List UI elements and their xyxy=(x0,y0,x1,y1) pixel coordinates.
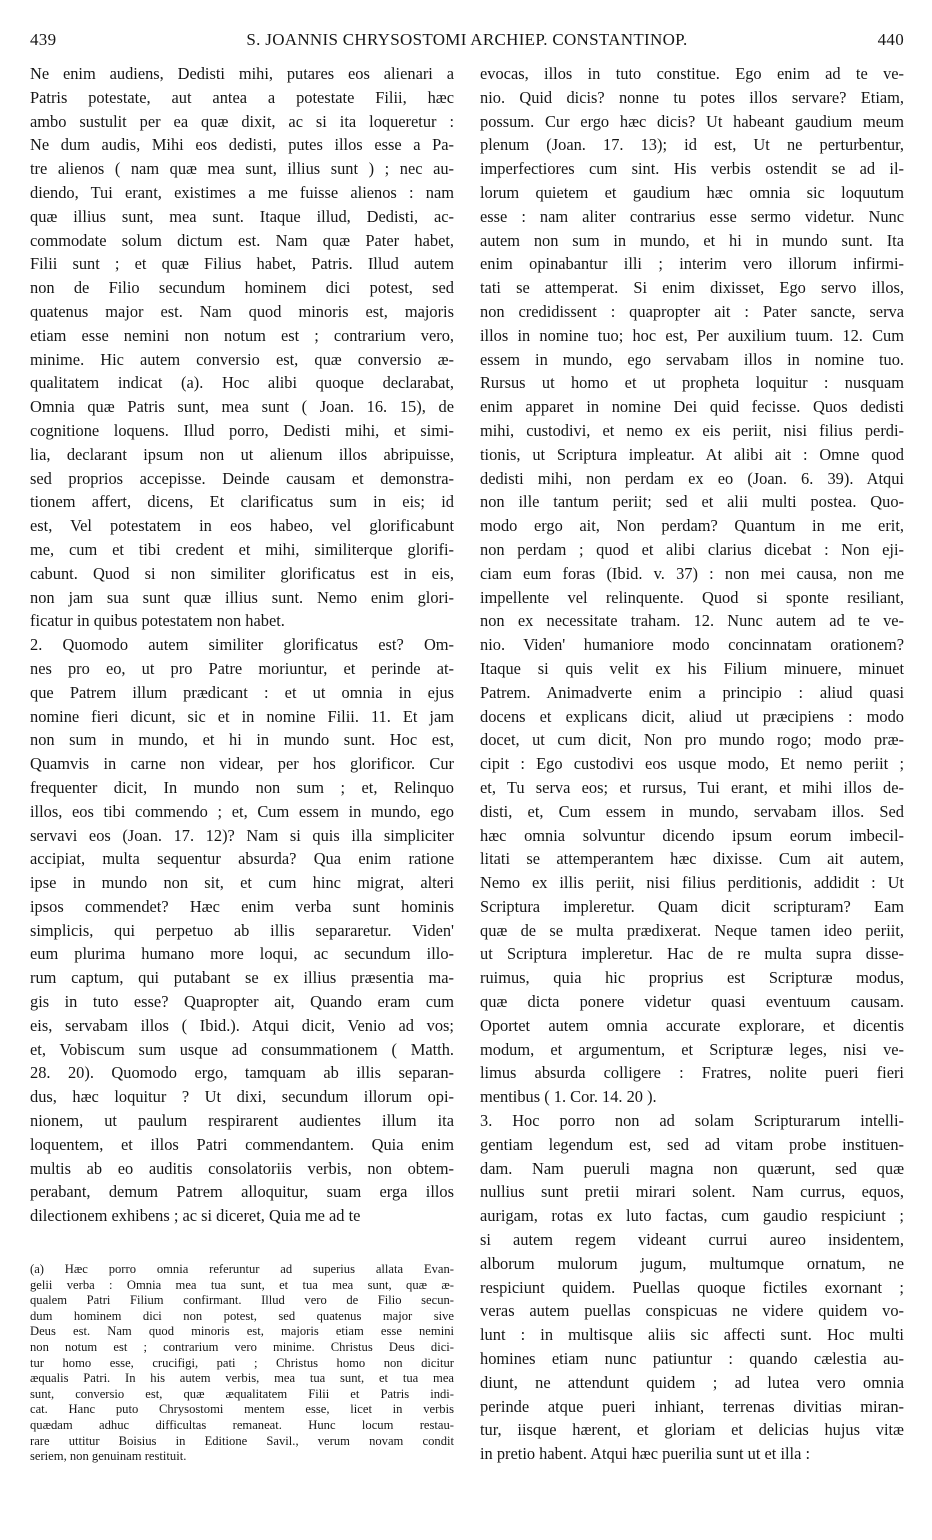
text-line: Filii sunt ; et quæ Filius habet, Patris. Illud autem xyxy=(30,254,454,274)
text-line: Patris potestate, aut antea a potestate Filii, hæc xyxy=(30,87,454,107)
text-line: nomine fieri dicunt, sic et in nomine Filii. 11. Et jam xyxy=(30,706,454,726)
text-line: mentibus ( 1. Cor. 14. 20 ). xyxy=(480,1087,657,1107)
text-line: quædam adhuc difficultas remaneat. Hunc locum restau- xyxy=(30,1417,454,1432)
text-line: enim opinabantur illi ; interim vero illorum infirmi- xyxy=(480,254,904,274)
text-line: tur, iisque hærent, et gloriam et delicias hujus vitæ xyxy=(480,1420,904,1440)
text-line: Scriptura impleretur. Quam dicit scripturam? Eam xyxy=(480,896,904,916)
left-column-text xyxy=(30,62,454,1228)
text-line: 28. 20). Quomodo ergo, tamquam ab illis separan- xyxy=(30,1063,454,1083)
text-line: gelii verba : Omnia mea tua sunt, et tua mea sunt, quæ æ- xyxy=(30,1277,454,1292)
text-line: limus absurda colligere : Fratres, nolite pueri fieri xyxy=(480,1063,904,1083)
text-line: nullius sunt pretii mirari solent. Nam currus, equos, xyxy=(480,1182,904,1202)
text-line: dum hominem dici non potest, sed quatenus major sive xyxy=(30,1308,454,1323)
text-line: gentiam legendum est, sed ad vitam probe instituen- xyxy=(480,1134,904,1154)
text-line: docens et explicans dicit, aliud ut præcipiens : modo xyxy=(480,706,904,726)
text-line: eis, servabam illos ( Ibid.). Atqui dicit, Venio ad vos; xyxy=(30,1015,454,1035)
text-line: ciam eum foras (Ibid. v. 37) : non mei causa, non me xyxy=(480,563,904,583)
text-line: cognitione loquens. Illud porro, Dedisti mihi, et simi- xyxy=(30,420,454,440)
text-line: alborum mulorum jugum, multumque ornatum, ne xyxy=(480,1253,904,1273)
text-line: modum, et argumentum, et Scripturæ leges, nisi ve- xyxy=(480,1039,904,1059)
text-line: loquentem, et illos Patri commendantem. Quia enim xyxy=(30,1134,454,1154)
text-line: litati se attemperantem hæc dixisse. Cum ait autem, xyxy=(480,849,904,869)
text-line: imperfectiores cum sint. His verbis ostendit se ad il- xyxy=(480,159,904,179)
text-line: respiciunt quidem. Puellas quoque fictiles exornant ; xyxy=(480,1277,904,1297)
text-line: quæ illius sunt, mea sunt. Itaque illud, Dedisti, ac- xyxy=(30,206,454,226)
text-line: modo ergo ait, Non perdam? Quantum in me erit, xyxy=(480,516,904,536)
text-line: tre alienos ( nam quæ mea sunt, illius sunt ) ; nec au- xyxy=(30,159,454,179)
text-line: quæ de se multa prædixerat. Neque tamen ideo periit, xyxy=(480,920,904,940)
text-line: disti, et, Cum essem in mundo, servabam illos. Sed xyxy=(480,801,904,821)
text-line: lia, declarant ipsum non ut alienum illos abripuisse, xyxy=(30,444,454,464)
text-line: dus, hæc loquitur ? Ut dixi, secundum illorum opi- xyxy=(30,1087,454,1107)
text-line: non ille tantum periit; sed et alii multi postea. Quo- xyxy=(480,492,904,512)
text-line: homines etiam nunc patiuntur : quando cælestia au- xyxy=(480,1349,904,1369)
text-line: gis in tuto esse? Quapropter ait, Quando eram cum xyxy=(30,992,454,1012)
text-line: Itaque si quis velit ex his Filium minuere, minuet xyxy=(480,658,904,678)
text-line: quæ dicta ponere videtur quasi eventuum causam. xyxy=(480,992,904,1012)
text-line: qualitatem indicat (a). Hoc alibi quoque declarabat, xyxy=(30,373,454,393)
text-line: perinde atque pueri inhiant, terrenas divitias miran- xyxy=(480,1396,904,1416)
text-line: nio. Viden' humaniore modo concinnatam orationem? xyxy=(480,635,904,655)
text-line: et, Vobiscum sum usque ad consummationem ( Matth. xyxy=(30,1039,454,1059)
text-line: tur homo esse, crucifigi, pati ; Christus homo non dicitur xyxy=(30,1355,454,1370)
text-line: (a) Hæc porro omnia referuntur ad superius allata Evan- xyxy=(30,1262,454,1276)
text-line: multis ab eo auditis consolatoriis verbis, non obtem- xyxy=(30,1158,454,1178)
text-line: non perdam ; quod et alibi clarius dicebat : Non eji- xyxy=(480,539,904,559)
page-header xyxy=(30,30,904,58)
text-line: Quamvis in carne non videar, per hos glorificor. Cur xyxy=(30,754,454,774)
right-column-text xyxy=(480,62,904,1466)
text-line: non credidissent : quapropter ait : Pater sancte, serva xyxy=(480,301,904,321)
text-line: esse : nam aliter contrarius esse sermo videtur. Nunc xyxy=(480,206,904,226)
text-line: ipse in mundo non sit, et cum hinc migrat, alteri xyxy=(30,873,454,893)
text-line: cat. Hanc puto Chrysostomi mentem esse, licet in verbis xyxy=(30,1402,454,1417)
text-line: eum plurima humano more loqui, ac secundum illo- xyxy=(30,944,454,964)
text-line: et, Tu serva eos; et rursus, Tui erant, et mihi illos de- xyxy=(480,777,904,797)
text-line: etiam esse nemini non notum est ; contrarium vero, xyxy=(30,325,454,345)
text-line: Nemo ex illis periit, nisi filius perditionis, addidit : Ut xyxy=(480,873,904,893)
text-line: tati se attemperat. Si enim dixisset, Ego servo illos, xyxy=(480,278,904,298)
text-line: enim apparet in nomine Dei quid fecisse. Quos dedisti xyxy=(480,397,904,417)
text-line: Omnia quæ Patris sunt, mea sunt ( Joan. 16. 15), de xyxy=(30,397,454,417)
text-line: docet, ut cum dicit, Non pro mundo rogo; modo præ- xyxy=(480,730,904,750)
text-line: simplicis, qui perpetuo ab illis separaretur. Viden' xyxy=(30,920,454,940)
text-line: non de Filio secundum hominem dici potest, sed xyxy=(30,278,454,298)
text-line: aurigam, rotas ex luto factas, cum gaudio respiciunt ; xyxy=(480,1206,904,1226)
text-line: dedisti mihi, non perdam ex eo (Joan. 6. 39). Atqui xyxy=(480,468,904,488)
text-line: dilectionem exhibens ; ac si diceret, Quia me ad te xyxy=(30,1206,361,1226)
text-line: est, Vel potestatem in eos habeo, vel glorificabunt xyxy=(30,516,454,536)
text-line: non jam sua sunt quæ illius sunt. Nemo enim glori- xyxy=(30,587,454,607)
text-line: dam. Nam pueruli magna non quærunt, sed quæ xyxy=(480,1158,904,1178)
text-line: perabant, demum Patrem alloquitur, suam erga illos xyxy=(30,1182,454,1202)
text-line: nio. Quid dicis? nonne tu potes illos servare? Etiam, xyxy=(480,87,904,107)
text-line: Deus est. Nam quod minoris est, majoris etiam esse nemini xyxy=(30,1324,454,1339)
text-line: cipit : Ego custodivi eos usque modo, Et nemo periit ; xyxy=(480,754,904,774)
text-line: hæc omnia solvuntur dicendo ipsum eorum imbecil- xyxy=(480,825,904,845)
text-line: veras autem puellas conspicuas ne videre quidem vo- xyxy=(480,1301,904,1321)
text-line: tionis, ut Scriptura impleatur. At alibi ait : Omne quod xyxy=(480,444,904,464)
text-line: sed proprios accepisse. Deinde causam et demonstra- xyxy=(30,468,454,488)
text-line: ruimus, quia hic proprius est Scripturæ modus, xyxy=(480,968,904,988)
text-line: nes pro eo, ut pro Patre moriuntur, et perinde at- xyxy=(30,658,454,678)
text-line: ipsos commendet? Hæc enim verba sunt hominis xyxy=(30,896,454,916)
text-line: plenum (Joan. 17. 13); id est, Ut ne perturbentur, xyxy=(480,135,904,155)
text-line: non sum in mundo, et hi in mundo sunt. Hoc est, xyxy=(30,730,454,750)
text-line: in pretio habent. Atqui hæc puerilia sunt ut et illa : xyxy=(480,1444,811,1464)
text-line: essem in mundo, ego servabam illos in nomine tuo. xyxy=(480,349,904,369)
text-line: si autem regem videant currui aureo insidentem, xyxy=(480,1230,904,1250)
text-line: diunt, ne attendunt quidem ; ad lutea vero omnia xyxy=(480,1372,904,1392)
text-line: rum captum, qui putabant se ex illius præsentia ma- xyxy=(30,968,454,988)
text-line: æqualis Patri. In his autem verbis, mea tua sunt, et tua mea xyxy=(30,1371,454,1386)
text-line: mihi, custodivi, et nemo ex eis periit, nisi filius perdi- xyxy=(480,420,904,440)
text-line: servavi eos (Joan. 17. 12)? Nam si quis illa simpliciter xyxy=(30,825,454,845)
text-line: evocas, illos in tuto constitue. Ego enim ad te ve- xyxy=(480,64,904,83)
text-line: ut Scriptura impleretur. Hac de re multa supra disse- xyxy=(480,944,904,964)
text-line: Ne dum audis, Mihi eos dedisti, putes illos esse a Pa- xyxy=(30,135,454,155)
text-line: sunt, conversio est, quæ æqualitatem Filii et Patris indi- xyxy=(30,1386,454,1401)
text-line: quatenus major est. Nam quod minoris est, majoris xyxy=(30,301,454,321)
text-line: commodate solum dictum est. Nam quæ Pater habet, xyxy=(30,230,454,250)
text-line: possum. Cur ergo hæc dicis? Ut habeant gaudium meum xyxy=(480,111,904,131)
text-line: Patrem. Animadverte enim a principio : aliud quasi xyxy=(480,682,904,702)
running-title: S. JOANNIS CHRYSOSTOMI ARCHIEP. CONSTANTINOP. xyxy=(246,30,688,49)
text-line: accipiat, multa sequentur absurda? Qua enim ratione xyxy=(30,849,454,869)
text-line: seriem, non genuinam restituit. xyxy=(30,1449,187,1464)
text-line: illos, eos tibi commendo ; et, Cum essem in mundo, ego xyxy=(30,801,454,821)
page-number-left: 439 xyxy=(30,30,57,49)
text-line: Ne enim audiens, Dedisti mihi, putares eos alienari a xyxy=(30,64,454,83)
text-line: cabunt. Quod si non similiter glorificatus est in eis, xyxy=(30,563,454,583)
footnote xyxy=(30,1262,454,1465)
text-line: non ex necessitate traham. 12. Nunc autem ad te ve- xyxy=(480,611,904,631)
text-line: 2. Quomodo autem similiter glorificatus est? Om- xyxy=(30,635,454,655)
text-line: Rursus ut homo et ut propheta loquitur : nusquam xyxy=(480,373,904,393)
text-line: ficatur in quibus potestatem non habet. xyxy=(30,611,285,631)
text-line: ambo sustulit per ea quæ dixit, ac si ita loqueretur : xyxy=(30,111,454,131)
text-line: non notum est ; contrarium vero minime. Christus Deus dici- xyxy=(30,1339,454,1354)
text-line: que Patrem illum prædicant : et ut omnia in ejus xyxy=(30,682,454,702)
text-line: illos in nomine tuo; hoc est, Per auxilium tuum. 12. Cum xyxy=(480,325,904,345)
text-line: diendo, Tui erant, existimes a me fuisse alienos : nam xyxy=(30,182,454,202)
text-line: tionem affert, dicens, Et clarificatus sum in eis; id xyxy=(30,492,454,512)
text-line: lorum quietem et gaudium hæc omnia sic loquutum xyxy=(480,182,904,202)
text-line: me, cum et tibi credent et mihi, similiterque glorifi- xyxy=(30,539,454,559)
text-line: rare uttitur Boisius in Editione Savil., verum novam condit xyxy=(30,1433,454,1448)
text-line: Oportet autem omnia accurate explorare, et dicentis xyxy=(480,1015,904,1035)
text-line: minime. Hic autem conversio est, quæ conversio æ- xyxy=(30,349,454,369)
text-line: qualem Patri Filium confirmant. Illud vero de Filio secun- xyxy=(30,1293,454,1308)
text-line: lunt : in multisque aliis sic affecti sunt. Hoc multi xyxy=(480,1325,904,1345)
text-line: autem non sum in mundo, et hi in mundo sunt. Ita xyxy=(480,230,904,250)
text-line: impellente vel relinquente. Quod si sponte resiliant, xyxy=(480,587,904,607)
page-number-right: 440 xyxy=(877,30,904,49)
text-line: frequenter dicit, In mundo non sum ; et, Relinquo xyxy=(30,777,454,797)
text-line: 3. Hoc porro non ad solam Scripturarum intelli- xyxy=(480,1111,904,1131)
text-line: nionem, ut paulum respirarent audientes illum ita xyxy=(30,1111,454,1131)
